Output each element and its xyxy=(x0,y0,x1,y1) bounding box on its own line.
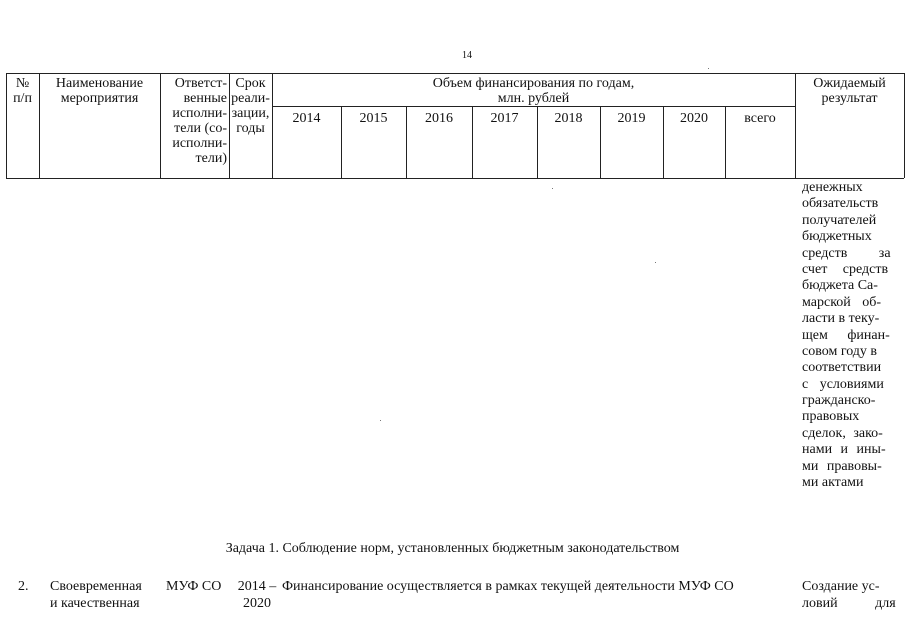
result-line: денежных xyxy=(802,180,863,195)
result-line: щем финан- xyxy=(802,327,890,343)
scan-speck xyxy=(708,68,709,69)
header-responsible: Ответст- венные исполни- тели (со- исполни- тели) xyxy=(172,76,227,166)
header-total: всего xyxy=(744,111,776,126)
header-year-2017: 2017 xyxy=(490,111,519,126)
task-heading: Задача 1. Соблюдение норм, установленных бюджетным законодательством xyxy=(225,541,680,556)
header-num: № п/п xyxy=(13,76,32,106)
header-year-2018: 2018 xyxy=(554,111,583,126)
row-result: Создание ус- ловий для xyxy=(802,579,896,611)
scan-speck xyxy=(380,420,381,421)
row-term: 2014 – 2020 xyxy=(237,579,277,611)
header-funding: Объем финансирования по годам, млн. рублей xyxy=(432,76,635,106)
result-line: бюджетных xyxy=(802,229,872,245)
row-funding: Финансирование осуществляется в рамках текущей деятельности МУФ СО xyxy=(282,579,734,594)
result-line: бюджета Са- xyxy=(802,278,878,294)
result-line: совом году в xyxy=(802,343,878,359)
row-responsible: МУФ СО xyxy=(166,579,222,594)
result-line: с условиями xyxy=(802,376,884,392)
page-number: 14 xyxy=(462,50,472,61)
header-name: Наименование мероприятия xyxy=(55,76,144,106)
result-continuation-text xyxy=(802,180,894,491)
result-line: сделок, зако- xyxy=(802,425,883,441)
result-line: ласти в теку- xyxy=(802,311,880,327)
header-term: Срок реали- зации, годы xyxy=(231,76,270,136)
row-number: 2. xyxy=(18,579,29,594)
result-line: ми правовы- xyxy=(802,458,882,474)
result-line: соответствии xyxy=(802,360,882,376)
result-line: нами и ины- xyxy=(802,442,886,458)
row-name: Своевременная и качественная xyxy=(50,579,142,611)
result-line: обязательств xyxy=(802,196,879,212)
result-line: марской об- xyxy=(802,294,882,310)
result-line: гражданско- xyxy=(802,393,876,409)
result-line: средств за xyxy=(802,245,891,261)
result-line: счет средств xyxy=(802,261,889,277)
header-year-2015: 2015 xyxy=(359,111,388,126)
scan-speck xyxy=(655,262,656,263)
header-year-2020: 2020 xyxy=(680,111,708,126)
header-year-2019: 2019 xyxy=(617,111,646,126)
scan-speck xyxy=(552,188,553,189)
result-line: ми актами xyxy=(802,475,864,491)
result-line: правовых xyxy=(802,409,860,425)
header-year-2014: 2014 xyxy=(292,111,321,126)
header-result: Ожидаемый результат xyxy=(813,76,886,106)
result-line: получателей xyxy=(802,212,877,228)
header-year-2016: 2016 xyxy=(425,111,453,126)
